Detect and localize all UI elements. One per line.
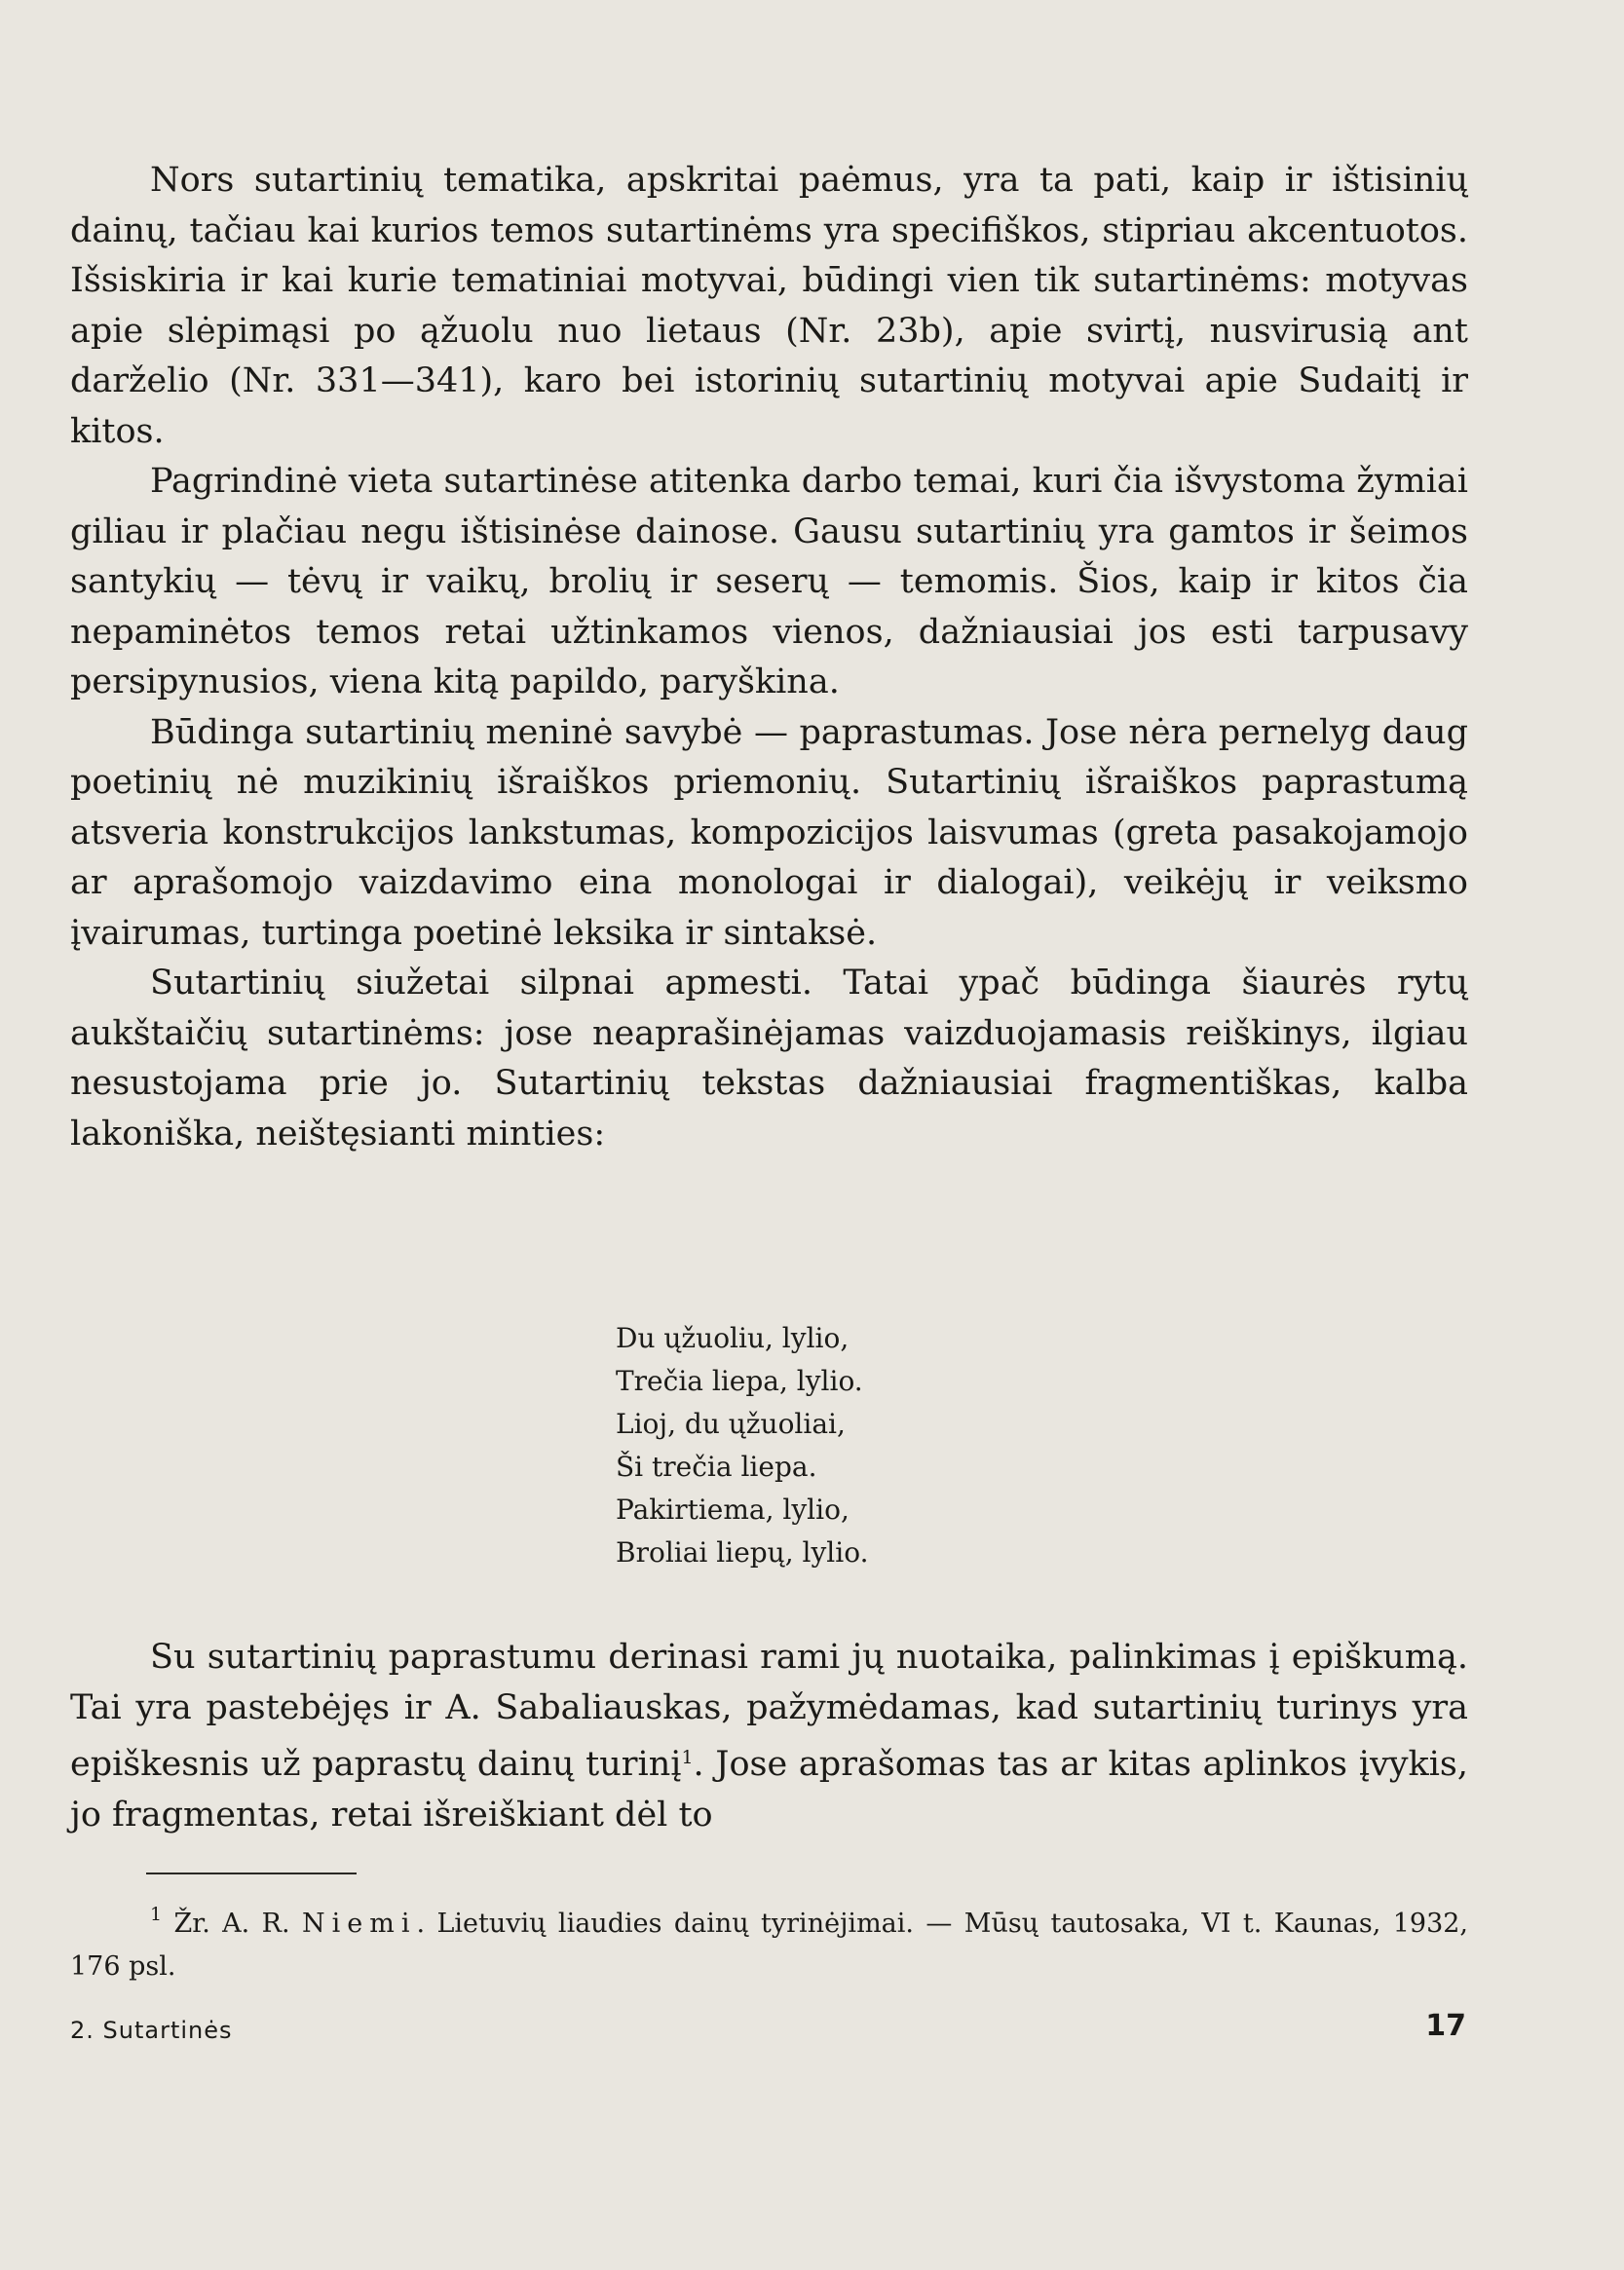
footnote-citation: . Lietuvių liaudies dainų tyrinėjimai. — Mūsų tautosaka, VI t. Kaunas, 1932, 176 psl.: [70, 1909, 1469, 1982]
poem-line: Pakirtiema, lylio,: [616, 1494, 850, 1526]
footnote-author: Niemi: [302, 1909, 417, 1939]
footnote-prefix: Žr. A. R.: [162, 1909, 302, 1939]
paragraph-5-text-continued: . Jose aprašomas tas ar kitas aplinkos įvykis, jo fragmentas, retai išreiškiant dėl to: [70, 1745, 1468, 1835]
paragraph-5-text: Su sutartinių paprastumu derinasi rami jų nuotaika, palinkimas į epiškumą. Tai yra pastebėjęs ir A. Sabaliauskas, pažymėdamas, kad sutartinių turinys yra epiškesnis už paprastų dainų turinį: [70, 1638, 1468, 1784]
poem-line: Lioj, du ųžuoliai,: [616, 1408, 846, 1440]
page-number: 17: [1425, 2009, 1466, 2043]
poem-line: Broliai liepų, lylio.: [616, 1536, 869, 1569]
footnote-divider: [146, 1873, 357, 1874]
paragraph-3: Būdinga sutartinių meninė savybė — paprastumas. Jose nėra pernelyg daug poetinių nė muzikinių išraiškos priemonių. Sutartinių išraiškos paprastumą atsveria konstrukcijos lankstumas, kompozicijos laisvumas (greta pasakojamojo ar aprašomojo vaizdavimo eina monologai ir dialogai), veikėjų ir veiksmo įvairumas, turtinga poetinė leksika ir sintaksė.: [70, 712, 1468, 953]
main-text: [70, 156, 1468, 1159]
footnote-mark: 1: [150, 1904, 163, 1925]
paragraph-1: Nors sutartinių tematika, apskritai paėmus, yra ta pati, kaip ir ištisinių dainų, tačiau kai kurios temos sutartinėms yra specifiškos, stipriau akcentuotos. Išsiskiria ir kai kurie tematiniai motyvai, būdingi vien tik sutartinėms: motyvas apie slėpimąsi po ąžuolu nuo lietaus (Nr. 23b), apie svirtį, nusvirusią ant darželio (Nr. 331—341), karo bei istorinių sutartinių motyvai apie Sudaitį ir kitos.: [70, 161, 1468, 451]
poem-line: Ši trečia liepa.: [616, 1451, 817, 1483]
poem-line: Du ųžuoliu, lylio,: [616, 1322, 850, 1354]
footnote-reference[interactable]: 1: [681, 1747, 694, 1768]
footnote: [70, 1893, 1468, 1988]
paragraph-2: Pagrindinė vieta sutartinėse atitenka darbo temai, kuri čia išvystoma žymiai giliau ir plačiau negu ištisinėse dainose. Gausu sutartinių yra gamtos ir šeimos santykių — tėvų ir vaikų, brolių ir seserų — temomis. Šios, kaip ir kitos čia nepaminėtos temos retai užtinkamos vienos, dažniausiai jos esti tarpusavy persipynusios, viena kitą papildo, paryškina.: [70, 462, 1468, 701]
paragraph-5: [70, 1633, 1468, 1840]
running-footer: 2. Sutartinės: [70, 2017, 233, 2044]
poem-line: Trečia liepa, lylio.: [616, 1365, 863, 1397]
poem-quotation: [616, 1317, 868, 1574]
paragraph-4: Sutartinių siužetai silpnai apmesti. Tatai ypač būdinga šiaurės rytų aukštaičių sutartinėms: jose neaprašinėjamas vaizduojamasis reiškinys, ilgiau nesustojama prie jo. Sutartinių tekstas dažniausiai fragmentiškas, kalba lakoniška, neištęsianti minties:: [70, 964, 1468, 1154]
continuation-text: [70, 1633, 1468, 1840]
